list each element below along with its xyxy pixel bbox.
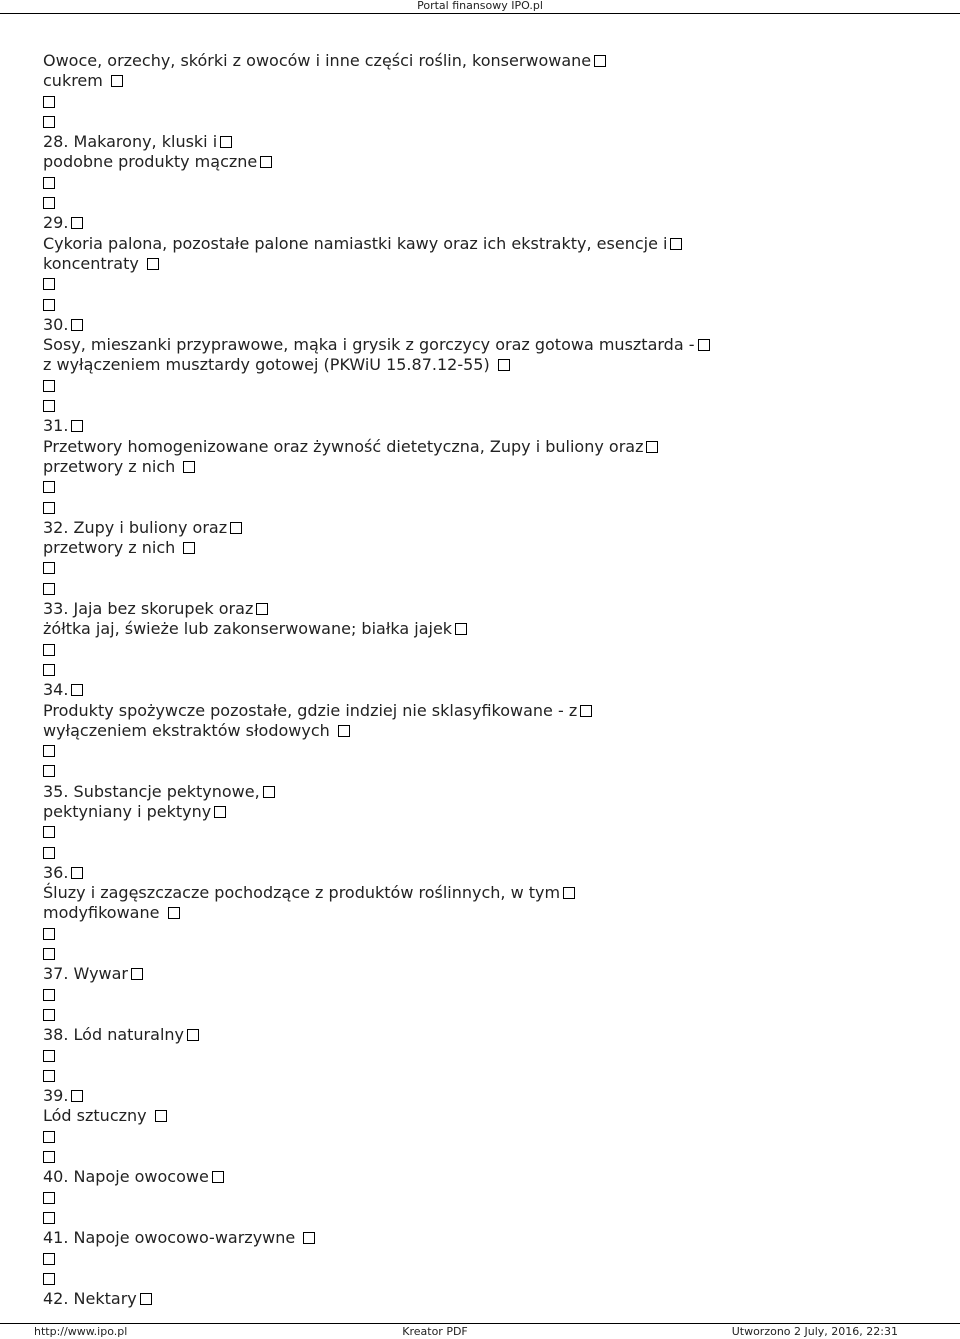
document-line-text: 38. Lód naturalny — [43, 1025, 184, 1045]
missing-glyph-box-icon — [256, 603, 268, 615]
document-line — [43, 274, 943, 294]
footer-generator-label: Kreator PDF — [402, 1325, 468, 1338]
missing-glyph-box-icon — [43, 826, 55, 838]
missing-glyph-box-icon — [260, 156, 272, 168]
missing-glyph-box-icon — [140, 1293, 152, 1305]
document-body — [43, 51, 943, 1309]
document-line — [43, 1106, 943, 1126]
document-line — [43, 193, 943, 213]
document-line — [43, 1066, 943, 1086]
missing-glyph-box-icon — [111, 75, 123, 87]
document-line-text: 37. Wywar — [43, 964, 129, 984]
document-line — [43, 761, 943, 781]
document-line — [43, 1025, 943, 1045]
page-header — [0, 0, 960, 14]
document-line — [43, 721, 943, 741]
missing-glyph-box-icon — [43, 380, 55, 392]
missing-glyph-box-icon — [43, 96, 55, 108]
document-line — [43, 92, 943, 112]
missing-glyph-box-icon — [338, 725, 350, 737]
missing-glyph-box-icon — [563, 887, 575, 899]
document-line — [43, 498, 943, 518]
document-line — [43, 355, 943, 375]
missing-glyph-box-icon — [187, 1029, 199, 1041]
document-line — [43, 619, 943, 639]
missing-glyph-box-icon — [43, 1131, 55, 1143]
document-line — [43, 376, 943, 396]
missing-glyph-box-icon — [71, 684, 83, 696]
document-line — [43, 822, 943, 842]
document-line — [43, 964, 943, 984]
document-line — [43, 924, 943, 944]
missing-glyph-box-icon — [43, 664, 55, 676]
document-line-text: modyfikowane — [43, 903, 165, 923]
document-line-text: przetwory z nich — [43, 538, 181, 558]
document-line — [43, 944, 943, 964]
document-line — [43, 1147, 943, 1167]
document-line-text: 32. Zupy i buliony oraz — [43, 517, 228, 537]
missing-glyph-box-icon — [168, 907, 180, 919]
missing-glyph-box-icon — [43, 1009, 55, 1021]
document-line-text: 36. — [43, 862, 69, 882]
missing-glyph-box-icon — [43, 847, 55, 859]
missing-glyph-box-icon — [214, 806, 226, 818]
missing-glyph-box-icon — [43, 1070, 55, 1082]
document-line — [43, 782, 943, 802]
document-line — [43, 701, 943, 721]
missing-glyph-box-icon — [43, 989, 55, 1001]
document-line — [43, 1167, 943, 1187]
missing-glyph-box-icon — [183, 542, 195, 554]
document-line — [43, 883, 943, 903]
document-line-text: podobne produkty mączne — [43, 152, 258, 172]
missing-glyph-box-icon — [43, 1192, 55, 1204]
document-line — [43, 1046, 943, 1066]
document-line-text: 28. Makarony, kluski i — [43, 132, 218, 152]
missing-glyph-box-icon — [71, 217, 83, 229]
missing-glyph-box-icon — [43, 765, 55, 777]
document-line — [43, 1005, 943, 1025]
document-line — [43, 741, 943, 761]
document-line-text: z wyłączeniem musztardy gotowej (PKWiU 15.87.12-55) — [43, 355, 495, 375]
missing-glyph-box-icon — [43, 197, 55, 209]
document-line — [43, 802, 943, 822]
document-line — [43, 295, 943, 315]
missing-glyph-box-icon — [43, 116, 55, 128]
document-line — [43, 538, 943, 558]
missing-glyph-box-icon — [155, 1110, 167, 1122]
missing-glyph-box-icon — [263, 786, 275, 798]
missing-glyph-box-icon — [43, 644, 55, 656]
document-line — [43, 1127, 943, 1147]
document-line — [43, 1269, 943, 1289]
document-line-text: przetwory z nich — [43, 456, 181, 476]
document-line — [43, 599, 943, 619]
document-line-text: 31. — [43, 416, 69, 436]
missing-glyph-box-icon — [131, 968, 143, 980]
missing-glyph-box-icon — [43, 948, 55, 960]
missing-glyph-box-icon — [230, 522, 242, 534]
document-line — [43, 985, 943, 1005]
document-line — [43, 1289, 943, 1309]
missing-glyph-box-icon — [43, 1273, 55, 1285]
document-line — [43, 254, 943, 274]
missing-glyph-box-icon — [220, 136, 232, 148]
document-line-text: pektyniany i pektyny — [43, 801, 212, 821]
missing-glyph-box-icon — [71, 1090, 83, 1102]
document-line-text: 41. Napoje owocowo-warzywne — [43, 1228, 301, 1248]
document-line-text: wyłączeniem ekstraktów słodowych — [43, 720, 335, 740]
document-line — [43, 903, 943, 923]
document-line-text: Produkty spożywcze pozostałe, gdzie indziej nie sklasyfikowane - z — [43, 700, 578, 720]
document-line — [43, 843, 943, 863]
document-line-text: 29. — [43, 213, 69, 233]
document-line-text: 35. Substancje pektynowe, — [43, 781, 260, 801]
missing-glyph-box-icon — [43, 177, 55, 189]
document-line — [43, 457, 943, 477]
document-line-text: 42. Nektary — [43, 1289, 137, 1309]
document-line — [43, 1188, 943, 1208]
document-line — [43, 112, 943, 132]
document-line — [43, 680, 943, 700]
missing-glyph-box-icon — [147, 258, 159, 270]
missing-glyph-box-icon — [43, 400, 55, 412]
document-line — [43, 1228, 943, 1248]
document-line-text: 34. — [43, 680, 69, 700]
missing-glyph-box-icon — [594, 55, 606, 67]
document-line-text: Przetwory homogenizowane oraz żywność dietetyczna, Zupy i buliony oraz — [43, 436, 644, 456]
document-line — [43, 396, 943, 416]
missing-glyph-box-icon — [646, 441, 658, 453]
missing-glyph-box-icon — [43, 1151, 55, 1163]
document-line — [43, 558, 943, 578]
document-line — [43, 416, 943, 436]
document-line-text: Cykoria palona, pozostałe palone namiastki kawy oraz ich ekstrakty, esencje i — [43, 233, 668, 253]
document-line-text: cukrem — [43, 71, 108, 91]
missing-glyph-box-icon — [43, 583, 55, 595]
missing-glyph-box-icon — [43, 745, 55, 757]
document-line — [43, 1086, 943, 1106]
document-line — [43, 1208, 943, 1228]
document-line — [43, 477, 943, 497]
document-line — [43, 173, 943, 193]
document-line-text: 30. — [43, 314, 69, 334]
missing-glyph-box-icon — [212, 1171, 224, 1183]
document-line — [43, 234, 943, 254]
document-line — [43, 51, 943, 71]
document-line — [43, 640, 943, 660]
document-line — [43, 335, 943, 355]
document-line — [43, 579, 943, 599]
document-line — [43, 213, 943, 233]
missing-glyph-box-icon — [303, 1232, 315, 1244]
document-line — [43, 71, 943, 91]
document-line — [43, 1249, 943, 1269]
document-line-text: Owoce, orzechy, skórki z owoców i inne części roślin, konserwowane — [43, 51, 592, 70]
document-line — [43, 152, 943, 172]
page-footer — [0, 1323, 960, 1339]
document-line-text: Sosy, mieszanki przyprawowe, mąka i grysik z gorczycy oraz gotowa musztarda - — [43, 335, 695, 355]
missing-glyph-box-icon — [71, 867, 83, 879]
document-line-text: 33. Jaja bez skorupek oraz — [43, 599, 254, 619]
missing-glyph-box-icon — [43, 481, 55, 493]
footer-url-link[interactable]: http://www.ipo.pl — [34, 1325, 128, 1338]
missing-glyph-box-icon — [580, 705, 592, 717]
missing-glyph-box-icon — [43, 928, 55, 940]
document-line-text: Lód sztuczny — [43, 1106, 152, 1126]
document-line — [43, 132, 943, 152]
header-title: Portal finansowy IPO.pl — [417, 0, 543, 12]
missing-glyph-box-icon — [183, 461, 195, 473]
missing-glyph-box-icon — [670, 238, 682, 250]
footer-created-timestamp: Utworzono 2 July, 2016, 22:31 — [731, 1325, 898, 1338]
missing-glyph-box-icon — [498, 359, 510, 371]
missing-glyph-box-icon — [43, 1212, 55, 1224]
document-line-text: 40. Napoje owocowe — [43, 1167, 209, 1187]
document-line-text: koncentraty — [43, 253, 144, 273]
missing-glyph-box-icon — [43, 1253, 55, 1265]
missing-glyph-box-icon — [71, 420, 83, 432]
document-line — [43, 518, 943, 538]
document-line — [43, 315, 943, 335]
document-line-text: 39. — [43, 1086, 69, 1106]
missing-glyph-box-icon — [43, 562, 55, 574]
document-line-text: Śluzy i zagęszczacze pochodzące z produktów roślinnych, w tym — [43, 883, 561, 903]
missing-glyph-box-icon — [43, 1050, 55, 1062]
missing-glyph-box-icon — [43, 299, 55, 311]
missing-glyph-box-icon — [71, 319, 83, 331]
document-line — [43, 660, 943, 680]
document-line — [43, 437, 943, 457]
missing-glyph-box-icon — [43, 278, 55, 290]
missing-glyph-box-icon — [43, 502, 55, 514]
document-line-text: żółtka jaj, świeże lub zakonserwowane; białka jajek — [43, 619, 453, 639]
missing-glyph-box-icon — [455, 623, 467, 635]
missing-glyph-box-icon — [698, 339, 710, 351]
document-line — [43, 863, 943, 883]
